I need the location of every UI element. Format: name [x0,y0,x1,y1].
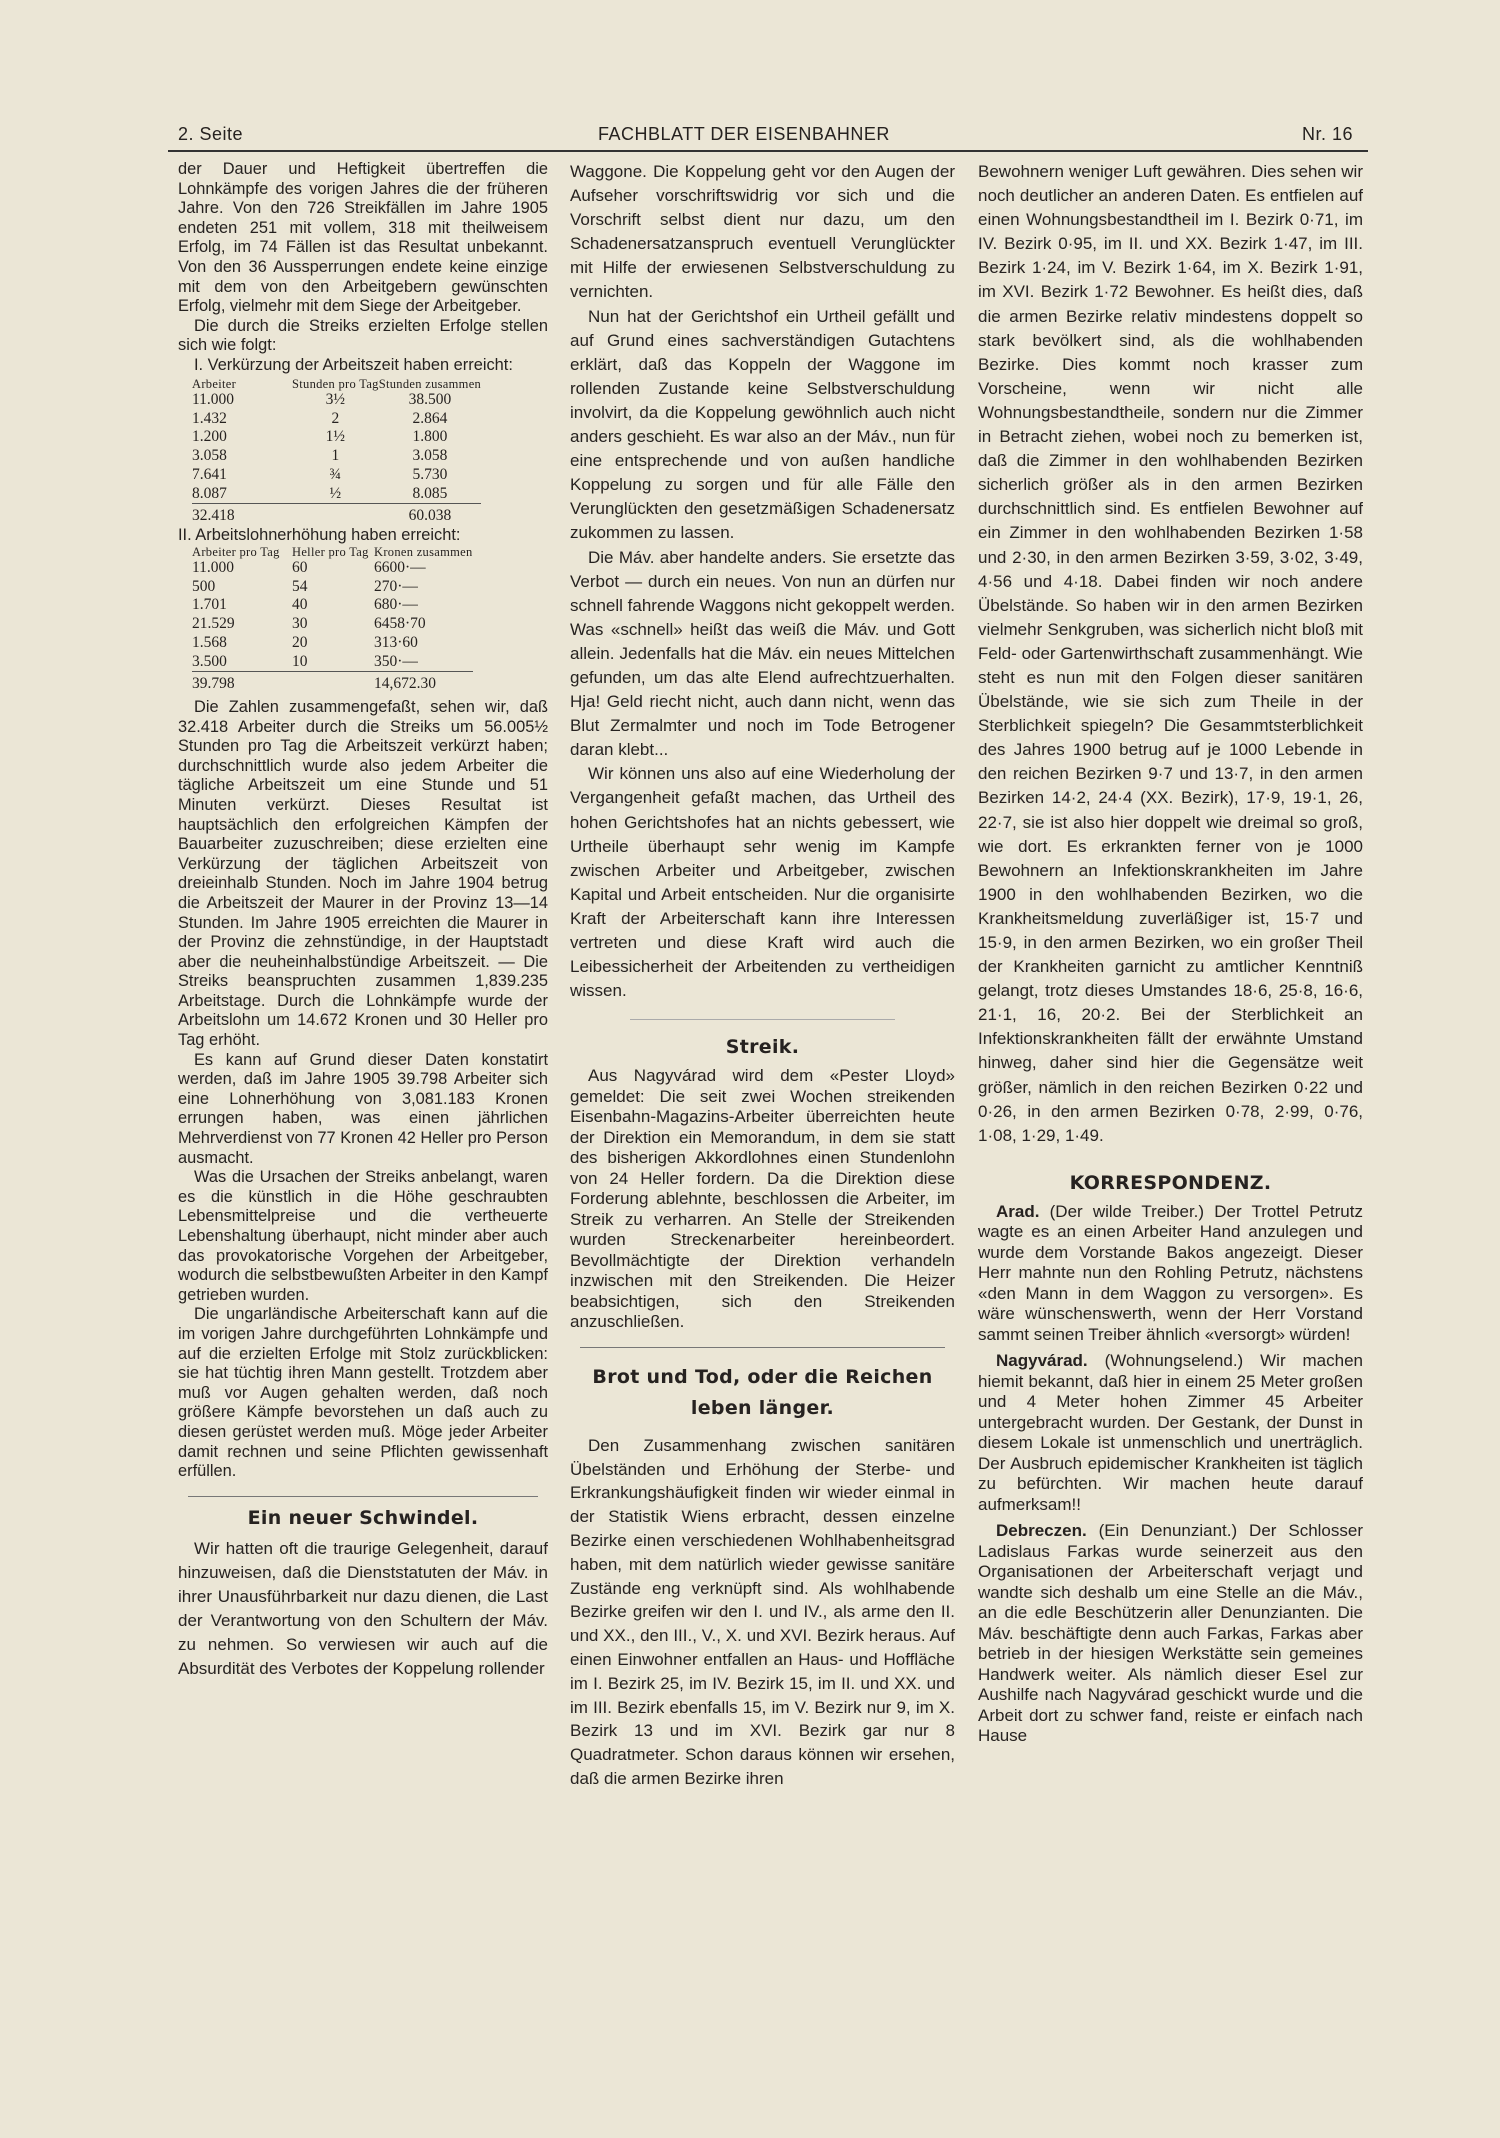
table-header: Heller pro Tag [292,544,369,559]
table-header: Kronen zusammen [374,544,473,559]
table-header: Stunden pro Tag [292,376,379,391]
table-cell: 8.085 [412,484,448,502]
table-total: 32.418 [192,504,292,526]
headline-brot-und-tod: Brot und Tod, oder die Reichen leben länger. [592,1365,933,1419]
header-rule [168,150,1368,152]
table-cell: 500 [192,577,216,595]
paragraph: Wir können uns also auf eine Wiederholung der Vergangenheit gefaßt machen, das Urtheil des hohen Gerichtshofes hat an nichts gebessert, wie Urtheile überhaupt sehr wenig im Kampfe zwischen Arbeiter und Arbeitgeber, zwischen Kapital und Arbeit entscheiden. Nur die organisirte Kraft der Arbeiterschaft kann ihre Interessen vertreten und diese Kraft wird auch die Leibessicherheit der Arbeitenden zu vertheidigen wissen. [570,764,955,1001]
column-2 [570,160,955,1791]
table-header: Arbeiter pro Tag [192,544,280,559]
correspondence-debreczen [978,1521,1363,1747]
table-cell: 680·— [374,596,418,614]
table-cell: 30 [292,615,308,633]
correspondence-nagyvarad [978,1351,1363,1515]
place-name: Debreczen. [996,1521,1087,1541]
table-cell: 21.529 [192,615,235,633]
page-header [178,124,1360,150]
table-cell: 1.568 [192,633,227,651]
table-cell: 7.641 [192,465,227,483]
paragraph: Die Zahlen zusammengefaßt, sehen wir, daß 32.418 Arbeiter durch die Streiks um 56.005½ Stunden pro Tag die Arbeitszeit verkürzt haben; durchschnittlich wurde also jedem Arbeiter die tägliche Arbeitszeit um eine Stunde und 51 Minuten verkürzt. Dieses Resultat ist hauptsächlich den erfolgreichen Kämpfen der Bauarbeiter zuzuschreiben; diese erzielten eine Verkürzung der täglichen Arbeitszeit von dreieinhalb Stunden. Noch im Jahre 1904 betrug die Arbeitszeit der Maurer in der Provinz 13—14 Stunden. Im Jahre 1905 erreichten die Maurer in der Provinz die zehnstündige, in der Hauptstadt aber die neuheinhalbstündige Arbeitszeit. — Die Streiks beanspruchten zusammen 1,839.235 Arbeitstage. Durch die Lohnkämpfe wurde der Arbeitslohn um 14.672 Kronen und 30 Heller pro Tag erhöht. [178,697,548,1050]
paragraph: Waggone. Die Koppelung geht vor den Augen der Aufseher vorschriftswidrig vor sich und die Vorschrift selbst dient nur dazu, um den Schadenersatzanspruch eventuell Verunglückter mit Hilfe der erwiesenen Selbstverschuldung zu vernichten. [570,162,955,302]
paragraph: Bewohnern weniger Luft gewähren. Dies sehen wir noch deutlicher an anderen Daten. Es entfielen auf einen Wohnungsbestandtheil im I. Bezirk 0·71, im IV. Bezirk 0·95, im II. und XX. Bezirk 1·47, im III. Bezirk 1·24, im V. Bezirk 1·64, im X. Bezirk 1·91, im XVI. Bezirk 1·72 Bewohner. Es heißt dies, daß die armen Bezirke relativ mindestens doppelt so stark bevölkert sind, als die wohlhabenden Bezirke. Dies kommt noch krasser zum Vorscheine, wenn wir nicht alle Wohnungsbestandtheile, sondern nur die Zimmer in Betracht ziehen, wobei noch zu bemerken ist, daß die Zimmer in den wohlhabenden Bezirken sicherlich größer als in den armen Bezirken durchschnittlich sind. Es entfielen Bewohner auf ein Zimmer in den wohlhabenden Bezirken 1·58 und 2·30, in den armen Bezirken 3·59, 3·02, 3·49, 4·56 und 4·18. Dabei finden wir noch andere Übelstände. So haben wir in den armen Bezirken vielmehr Senkgruben, was sicherlich nicht bloß mit Feld- oder Gartenwirthschaft zusammenhängt. Wie steht es nun mit den Folgen dieser sanitären Übelstände, wie sie sich zum Theile in der Sterblichkeit spiegeln? Die Gesammtsterblichkeit des Jahres 1900 betrug auf je 1000 Lebende in den reichen Bezirken 9·7 und 13·7, in den armen Bezirken 14·2, 24·4 (XX. Bezirk), 17·9, 19·1, 26, 22·7, sie ist also hier doppelt wie dreimal so groß, wie dort. Es erkrankten ferner von je 1000 Bewohnern an Infektionskrankheiten im Jahre 1900 in den wohlhabenden Bezirken, wo die Krankheitsmeldung zuverläßiger ist, 15·7 und 15·9, in den armen Bezirken, wo ein großer Theil der Krankheiten garnicht zu amtlicher Kenntniß gelangt, trotz dieses Umstandes 18·6, 25·8, 16·6, 21·1, 16, 20·2. Bei der Sterblichkeit an Infektionskrankheiten fällt der erwähnte Umstand hinweg, daher sind hier die Gegensätze weit größer, nämlich in den reichen Bezirken 0·22 und 0·26, in den armen Bezirken 0·78, 2·99, 0·76, 1·08, 1·29, 1·49. [978,162,1363,1145]
table-cell: 1.200 [192,428,227,446]
table-cell: 2 [331,409,340,427]
correspondence-arad [978,1202,1363,1346]
report-text: (Wohnungselend.) Wir machen hiemit bekannt, daß hier in einem 25 Meter großen und 4 Meter hohen Zimmer 45 Arbeiter untergebracht wurden. Der Gestank, der Dunst in diesem Lokale ist unmenschlich und unerträglich. Der Ausbruch epidemischer Krankheiten ist täglich zu befürchten. Wir machen heute darauf aufmerksam!! [978,1351,1363,1514]
table-cell: 313·60 [374,633,418,651]
table-cell: 40 [292,596,308,614]
paragraph: Nun hat der Gerichtshof ein Urtheil gefällt und auf Grund eines sachverständigen Gutachtens erklärt, daß das Koppeln der Waggone im rollenden Zustande keine Selbstverschuldung involvirt, da die Koppelung gewöhnlich auch nicht anders geschieht. Es war also an der Máv., nun für eine entsprechende und von außen handliche Koppelung zu sorgen und für alle Fälle den Verunglückten den gesetzmäßigen Schadenersatz zukommen zu lassen. [570,306,955,543]
paragraph: Es kann auf Grund dieser Daten konstatirt werden, daß im Jahre 1905 39.798 Arbeiter sich eine Lohnerhöhung von 3,081.183 Kronen errungen haben, was einen jährlichen Mehrverdienst von 77 Kronen 42 Heller pro Person ausmacht. [178,1050,548,1167]
table-total: 14,672.30 [374,672,473,694]
table-cell: 3.500 [192,652,227,670]
table-total [292,504,379,526]
report-text: (Ein Denunziant.) Der Schlosser Ladislaus Farkas wurde seinerzeit aus den Organisationen der Arbeiterschaft verjagt und wandte sich deshalb um eine Stelle an die Máv., an die edle Beschützerin aller Denunzianten. Die Máv. beschäftigte denn auch Farkas, Farkas aber betrieb in der hiesigen Werkstätte sein gemeines Handwerk weiter. Als nämlich dieser Esel zur Aushilfe nach Nagyvárad geschickt wurde und die Arbeit dort zu schwer fand, reiste er einfach nach Hause [978,1521,1363,1746]
table-cell: 6458·70 [374,615,426,633]
table-cell: 3½ [325,391,346,409]
table-header: Arbeiter [192,376,237,391]
paragraph: Wir hatten oft die traurige Gelegenheit, darauf hinzuweisen, daß die Dienststatuten der Máv. in ihrer Unausführbarkeit nur dazu dienen, die Last der Verantwortung von den Schultern der Máv. zu nehmen. So verwiesen wir auch auf die Absurdität des Verbotes der Koppelung rollender [178,1538,548,1678]
table-total: 60.038 [379,504,481,526]
table-cell: 1.701 [192,596,227,614]
table-cell: 6600·— [374,559,426,577]
table-cell: 1.800 [412,428,448,446]
table-cell: 8.087 [192,484,227,502]
paragraph: II. Arbeitslohnerhöhung haben erreicht: [178,525,461,544]
paragraph: Die durch die Streiks erzielten Erfolge stellen sich wie folgt: [178,316,548,355]
paragraph: der Dauer und Heftigkeit übertreffen die Lohnkämpfe des vorigen Jahres die der früheren Jahre. Von den 726 Streikfällen im Jahre 1905 endeten 251 mit vollem, 318 mit theilweisem Erfolg, im 74 Fällen ist das Resultat unbekannt. Von den 36 Aussperrungen endete keine einzige mit dem von den Arbeitgebern gewünschten Erfolg, vielmehr mit dem Siege der Arbeitgeber. [178,160,548,316]
table-cell: 11.000 [192,391,235,409]
paragraph: Die ungarländische Arbeiterschaft kann auf die im vorigen Jahre durchgeführten Lohnkämpfe und auf die erzielten Erfolge mit Stolz zurückblicken: sie hat tüchtig ihren Mann gestellt. Trotzdem aber muß vor Augen gehalten werden, daß noch größere Kämpfe bevorstehen un daß auch zu diesen gerüstet werden muß. Möge jeder Arbeiter damit rechnen und seine Pflichten gewissenhaft erfüllen. [178,1305,548,1481]
place-name: Nagyvárad. [996,1351,1088,1371]
place-name: Arad. [996,1201,1040,1221]
masthead-title: FACHBLATT DER EISENBAHNER [598,124,890,144]
table-cell: ½ [329,484,342,502]
table-working-hours [192,376,481,526]
paragraph: Die Máv. aber handelte anders. Sie ersetzte das Verbot — durch ein neues. Von nun an dürfen nur schnell fahrende Waggons nicht gekoppelt werden. Was «schnell» heißt das weiß die Máv. und Gott allein. Jedenfalls hat die Máv. ein neues Mittelchen gefunden, um das alte Elend aufrechtzuerhalten. Hja! Geld riecht nicht, auch dann nicht, wenn das Blut Zermalmter und noch im Tode Betrogener daran klebt... [570,547,955,760]
table-cell: 60 [292,559,308,577]
table-cell: ¾ [329,465,342,483]
headline-schwindel: Ein neuer Schwindel. [247,1506,479,1529]
issue-number: Nr. 16 [1302,124,1354,144]
headline-streik: Streik. [725,1036,800,1059]
paragraph: Was die Ursachen der Streiks anbelangt, waren es die künstlich in die Höhe geschraubten Lebensmittelpreise und die vertheuerte Lebenshaltung überhaupt, nicht minder aber auch das provokatorische Vorgehen der Arbeitgeber, wodurch die selbstbewußten Arbeiter in den Kampf getrieben wurden. [178,1168,548,1304]
table-cell: 11.000 [192,559,235,577]
table-cell: 38.500 [408,391,452,409]
table-cell: 350·— [374,652,418,670]
page-label: 2. Seite [178,124,244,144]
table-cell: 270·— [374,577,418,595]
table-cell: 3.058 [192,447,227,465]
table-cell: 54 [292,577,308,595]
table-cell: 2.864 [412,409,448,427]
column-1 [178,160,548,1681]
headline-korrespondenz: KORRESPONDENZ. [1069,1171,1272,1194]
paragraph: Aus Nagyvárad wird dem «Pester Lloyd» gemeldet: Die seit zwei Wochen streikenden Eisenbahn-Magazins-Arbeiter überreichten heute der Direktion ein Memorandum, in dem sie statt des bisherigen Akkordlohnes einen Stundenlohn von 24 Heller fordern. Da die Direktion diese Forderung ablehnte, beschlossen die Arbeiter, im Streik zu verharren. An Stelle der Streikenden wurden Streckenarbeiter hereinbeordert. Bevollmächtigte der Direktion verhandeln inzwischen mit den Streikenden. Die Heizer beabsichtigen, sich den Streikenden anzuschließen. [570,1066,955,1332]
report-text: (Der wilde Treiber.) Der Trottel Petrutz wagte es an einen Arbeiter Hand anzulegen und wurde dem Vorstande Bakos angezeigt. Dieser Herr mahnte nun den Rohling Petrutz, nächstens «den Mann in dem Waggon zu versorgen». Es wäre wünschenswerth, wenn der Herr Vorstand sammt seinen Treiber ähnlich «versorgt» würden! [978,1201,1363,1344]
table-header: Stunden zusammen [378,376,482,391]
paragraph: Den Zusammenhang zwischen sanitären Übelständen und Erhöhung der Sterbe- und Erkrankungshäufigkeit finden wir wieder einmal in der Statistik Wiens erbracht, dessen einzelne Bezirke einen verschiedenen Wohlhabenheitsgrad haben, mit dem natürlich wieder gewisse sanitäre Zustände eng verknüpft sind. Als wohlhabende Bezirke greifen wir den I. und IV., als arme den II. und XX., den III., V., X. und XVI. Bezirk heraus. Auf einen Einwohner entfallen an Haus- und Hoffläche im I. Bezirk 25, im IV. Bezirk 15, im II. und XX. und im III. Bezirk ebenfalls 15, im V. Bezirk nur 9, im X. Bezirk 13 und im XVI. Bezirk gar nur 8 Quadratmeter. Schon daraus können wir ersehen, daß die armen Bezirke ihren [570,1435,955,1788]
paragraph: I. Verkürzung der Arbeitszeit haben erreicht: [194,355,513,374]
table-total [292,672,374,694]
table-wage-increase [192,546,473,694]
table-cell: 5.730 [412,465,448,483]
table-cell: 1 [331,447,340,465]
table-cell: 20 [292,633,308,651]
table-cell: 1½ [325,428,346,446]
table-total: 39.798 [192,672,292,694]
table-cell: 3.058 [412,447,448,465]
table-cell: 10 [292,652,308,670]
table-cell: 1.432 [192,409,227,427]
column-3 [978,160,1363,1747]
